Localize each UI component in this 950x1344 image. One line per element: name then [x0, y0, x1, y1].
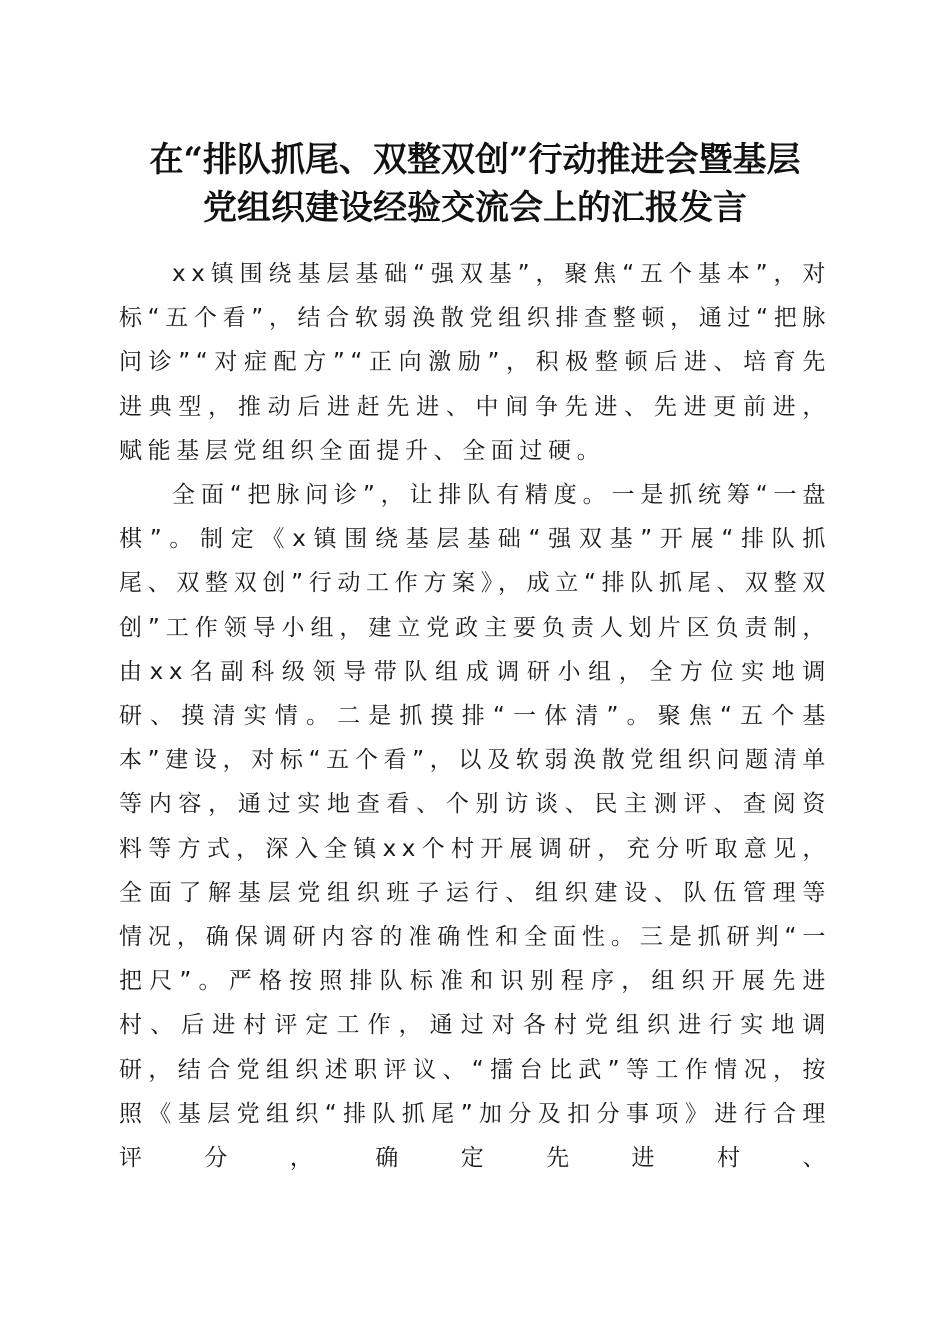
document-body: [119, 252, 831, 1180]
title-line-1: 在“排队抓尾、双整双创”行动推进会暨基层: [149, 140, 801, 180]
paragraph-diagnosis: 全面“把脉问诊”，让排队有精度。一是抓统筹“一盘棋”。制定《x镇围绕基层基础“强双基”开展“排队抓尾、双整双创”行动工作方案》，成立“排队抓尾、双整双创”工作领导小组，建立党政主要负责人划片区负责制，由xx名副科级领导带队组成调研小组，全方位实地调研、摸清实情。二是抓摸排“一体清”。聚焦“五个基本”建设，对标“五个看”，以及软弱涣散党组织问题清单等内容，通过实地查看、个别访谈、民主测评、查阅资料等方式，深入全镇xx个村开展调研，充分听取意见，全面了解基层党组织班子运行、组织建设、队伍管理等情况，确保调研内容的准确性和全面性。三是抓研判“一把尺”。严格按照排队标准和识别程序，组织开展先进村、后进村评定工作，通过对各村党组织进行实地调研，结合党组织述职评议、“擂台比武”等工作情况，按照《基层党组织“排队抓尾”加分及扣分事项》进行合理评分，确定先进村、: [119, 482, 831, 1172]
title-line-2: 党组织建设经验交流会上的汇报发言: [203, 188, 747, 228]
document-title: [110, 136, 840, 232]
paragraph-intro: xx镇围绕基层基础“强双基”，聚焦“五个基本”，对标“五个看”，结合软弱涣散党组织排查整顿，通过“把脉问诊”“对症配方”“正向激励”，积极整顿后进、培育先进典型，推动后进赶先进、中间争先进、先进更前进，赋能基层党组织全面提升、全面过硬。: [119, 261, 831, 464]
